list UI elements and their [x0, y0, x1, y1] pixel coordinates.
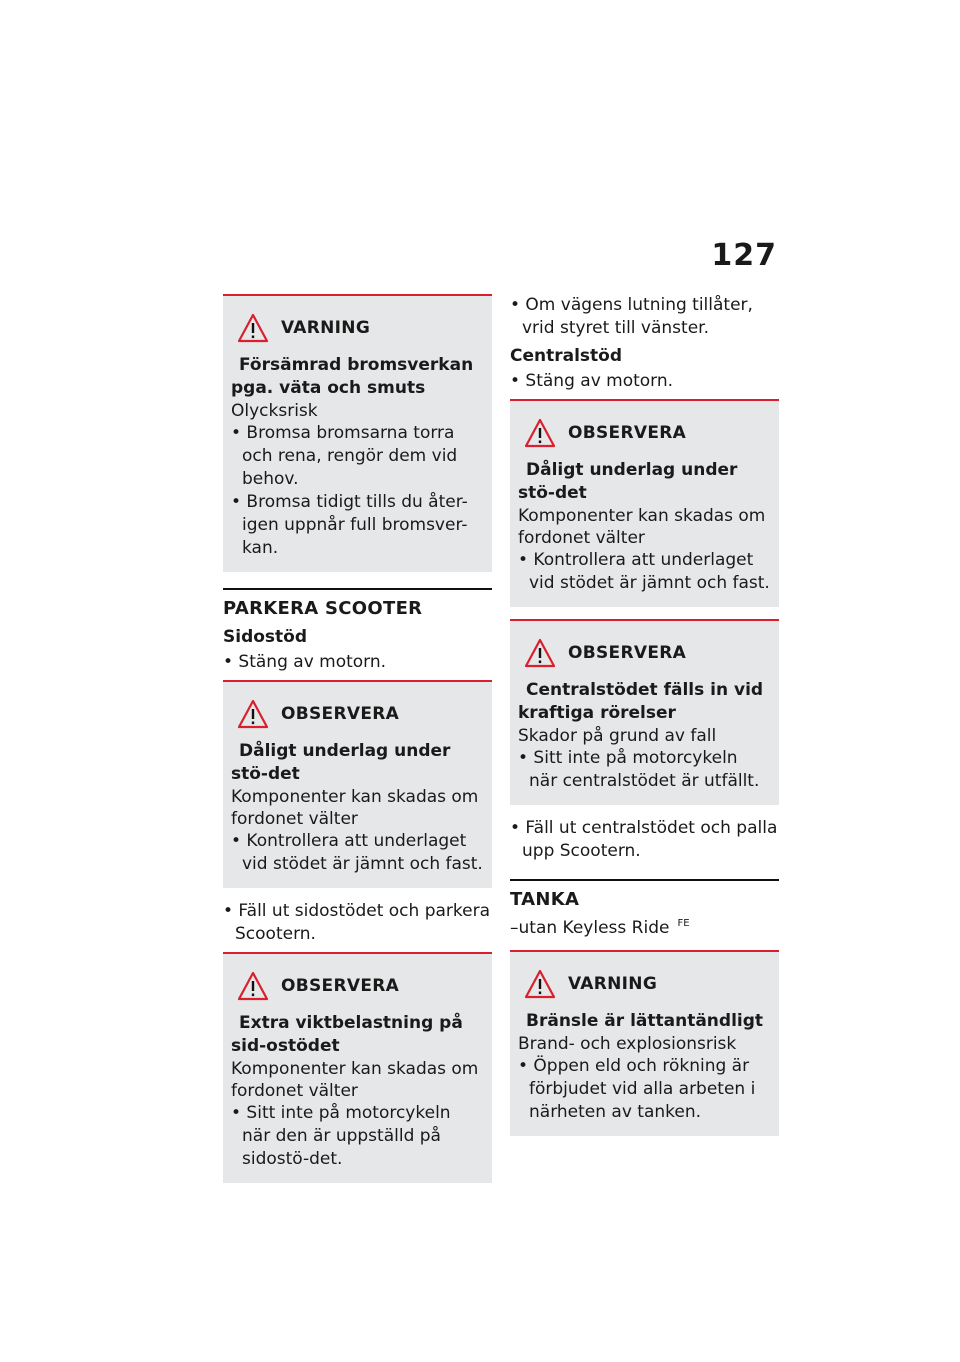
warning-cause: Bränsle är lättantändligt [526, 1011, 764, 1031]
notice-header [231, 968, 484, 1004]
warning-consequence: Brand- och explosionsrisk [518, 1034, 737, 1054]
step-item: • Fäll ut sidostödet och parkera Scootern. [223, 901, 491, 944]
warning-triangle-icon [237, 971, 269, 1001]
notice-bullets [231, 830, 484, 876]
warning-bullet: • Bromsa tidigt tills du åter-igen uppnår full bromsver-kan. [231, 492, 468, 558]
notice-bullets [518, 747, 771, 793]
notice-box [223, 952, 492, 1183]
notice-bullet: • Sitt inte på motorcykeln när centralstödet är utfällt. [518, 748, 760, 791]
warning-bullets [518, 1055, 771, 1124]
step-item: • Fäll ut centralstödet och palla upp Scootern. [510, 818, 778, 861]
step-item: • Stäng av motorn. [510, 371, 674, 391]
warning-header [518, 966, 771, 1002]
warning-consequence: Olycksrisk [231, 401, 318, 421]
warning-triangle-icon [237, 699, 269, 729]
section-title: PARKERA SCOOTER [223, 588, 492, 619]
notice-consequence: Skador på grund av fall [518, 726, 717, 746]
section-title: TANKA [510, 879, 779, 910]
notice-title: OBSERVERA [568, 423, 687, 443]
notice-cause: Centralstödet fälls in vid kraftiga rörelser [518, 680, 764, 723]
notice-box [223, 680, 492, 888]
notice-header [518, 415, 771, 451]
warning-triangle-icon [524, 418, 556, 448]
notice-consequence: Komponenter kan skadas om fordonet välter [518, 506, 766, 548]
notice-cause: Dåligt underlag under stö-det [518, 460, 738, 503]
page-number: 127 [711, 238, 777, 273]
notice-box [510, 399, 779, 607]
warning-bullet: • Bromsa bromsarna torra och rena, rengör dem vid behov. [231, 423, 458, 489]
warning-box [510, 950, 779, 1136]
warning-title: VARNING [281, 318, 371, 338]
notice-bullet: • Kontrollera att underlaget vid stödet är jämnt och fast. [231, 831, 483, 874]
notice-bullet: • Kontrollera att underlaget vid stödet är jämnt och fast. [518, 550, 770, 593]
step-list [510, 817, 779, 863]
step-list [223, 651, 492, 674]
warning-bullets [231, 422, 484, 560]
warning-bullet: • Öppen eld och rökning är förbjudet vid alla arbeten i närheten av tanken. [518, 1056, 756, 1122]
subheading: Centralstöd [510, 346, 623, 366]
notice-bullets [231, 1102, 484, 1171]
notice-consequence: Komponenter kan skadas om fordonet välter [231, 1059, 479, 1101]
step-list [510, 370, 779, 393]
variant-note-sup: FE [677, 918, 690, 930]
notice-title: OBSERVERA [568, 643, 687, 663]
notice-header [518, 635, 771, 671]
notice-cause: Dåligt underlag under stö-det [231, 741, 451, 784]
notice-header [231, 696, 484, 732]
notice-consequence: Komponenter kan skadas om fordonet välter [231, 787, 479, 829]
warning-cause: Försämrad bromsverkan pga. väta och smuts [231, 355, 474, 398]
variant-note-text: –utan Keyless Ride [510, 918, 670, 938]
warning-header [231, 310, 484, 346]
notice-title: OBSERVERA [281, 704, 400, 724]
notice-box [510, 619, 779, 805]
step-list [510, 294, 779, 340]
warning-triangle-icon [524, 969, 556, 999]
notice-cause: Extra viktbelastning på sid-ostödet [231, 1013, 463, 1056]
warning-triangle-icon [524, 638, 556, 668]
notice-bullets [518, 549, 771, 595]
step-item: • Stäng av motorn. [223, 652, 387, 672]
variant-note [510, 918, 779, 938]
left-column [223, 294, 492, 1195]
step-item: • Om vägens lutning tillåter, vrid styret till vänster. [510, 295, 753, 338]
right-column [510, 294, 779, 1148]
warning-box [223, 294, 492, 572]
notice-title: OBSERVERA [281, 976, 400, 996]
warning-triangle-icon [237, 313, 269, 343]
step-list [223, 900, 492, 946]
warning-title: VARNING [568, 974, 658, 994]
notice-bullet: • Sitt inte på motorcykeln när den är uppställd på sidostö-det. [231, 1103, 451, 1169]
subheading: Sidostöd [223, 627, 308, 647]
